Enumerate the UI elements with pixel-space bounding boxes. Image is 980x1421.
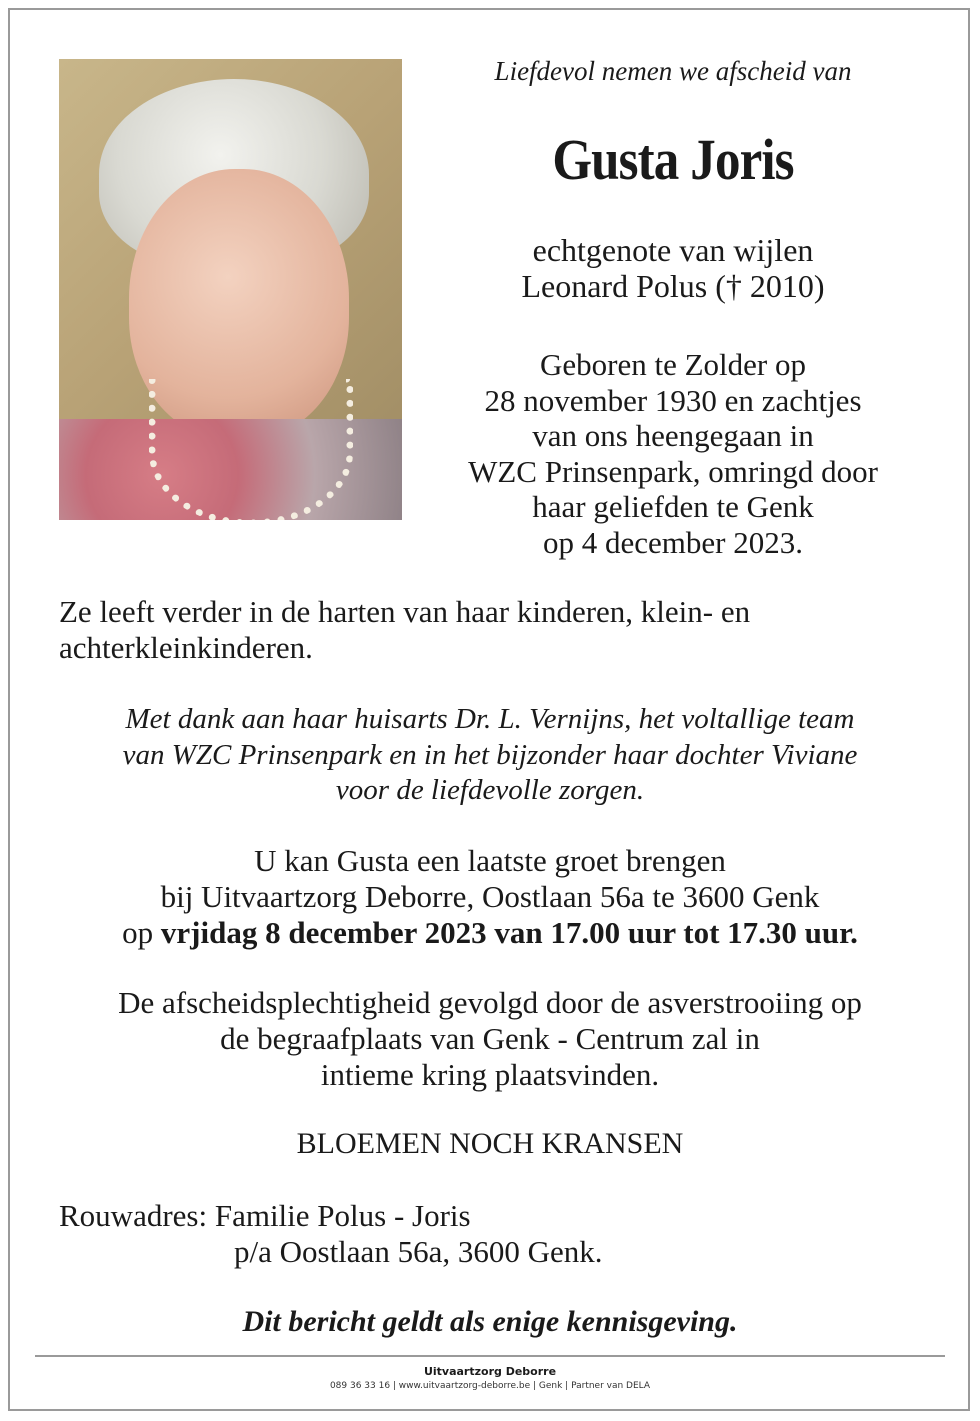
family-text bbox=[59, 594, 939, 666]
family-line-2: achterkleinkinderen. bbox=[59, 630, 313, 665]
ceremony-line-1: De afscheidsplechtigheid gevolgd door de asverstrooiing op bbox=[118, 985, 862, 1020]
portrait-necklace bbox=[149, 379, 353, 520]
family-line-1: Ze leeft verder in de harten van haar kinderen, klein- en bbox=[59, 594, 751, 629]
ceremony-line-2: de begraafplaats van Genk - Centrum zal in bbox=[220, 1021, 760, 1056]
birth-death-text bbox=[418, 347, 928, 560]
born-line-2: 28 november 1930 en zachtjes bbox=[484, 382, 862, 418]
thanks-line-2: van WZC Prinsenpark en in het bijzonder haar dochter Viviane bbox=[122, 738, 858, 771]
ceremony-line-3: intieme kring plaatsvinden. bbox=[320, 1057, 660, 1092]
born-line-4: WZC Prinsenpark, omringd door bbox=[468, 453, 878, 489]
spouse-text bbox=[418, 232, 928, 304]
portrait-photo bbox=[59, 59, 402, 520]
visit-datetime: vrjidag 8 december 2023 van 17.00 uur tot 17.30 uur. bbox=[160, 915, 858, 950]
born-line-1: Geboren te Zolder op bbox=[540, 347, 806, 382]
born-line-3: van ons heengegaan in bbox=[532, 418, 814, 453]
official-notice: Dit bericht geldt als enige kennisgeving. bbox=[242, 1305, 738, 1338]
thanks-line-1: Met dank aan haar huisarts Dr. L. Vernijns, het voltallige team bbox=[125, 703, 855, 735]
spouse-line-1: echtgenote van wijlen bbox=[532, 232, 814, 268]
born-line-5: haar geliefden te Genk bbox=[532, 489, 814, 524]
intro-text: Liefdevol nemen we afscheid van bbox=[494, 56, 852, 86]
visit-line-2: bij Uitvaartzorg Deborre, Oostlaan 56a te 3600 Genk bbox=[160, 879, 820, 914]
address-line-1: Rouwadres: Familie Polus - Joris bbox=[59, 1198, 471, 1233]
ceremony-text bbox=[59, 985, 921, 1093]
visit-line-1: U kan Gusta een laatste groet brengen bbox=[254, 843, 726, 878]
visitation-text bbox=[59, 843, 921, 951]
funeral-home-name: Uitvaartzorg Deborre bbox=[423, 1365, 557, 1378]
spouse-line-2: Leonard Polus († 2010) bbox=[521, 268, 825, 304]
funeral-home-contact: 089 36 33 16 | www.uitvaartzorg-deborre.be | Genk | Partner van DELA bbox=[329, 1381, 651, 1391]
born-line-6: op 4 december 2023. bbox=[543, 524, 803, 560]
deceased-name: Gusta Joris bbox=[552, 127, 794, 192]
visit-line-3 bbox=[59, 915, 921, 951]
visit-line-3-prefix: op bbox=[122, 915, 154, 950]
flowers-notice: BLOEMEN NOCH KRANSEN bbox=[296, 1127, 684, 1160]
thanks-text bbox=[59, 702, 921, 809]
address-line-2: p/a Oostlaan 56a, 3600 Genk. bbox=[234, 1234, 603, 1269]
mourning-address bbox=[59, 1198, 602, 1270]
footer-divider bbox=[35, 1355, 945, 1357]
thanks-line-3: voor de liefdevolle zorgen. bbox=[335, 774, 645, 806]
